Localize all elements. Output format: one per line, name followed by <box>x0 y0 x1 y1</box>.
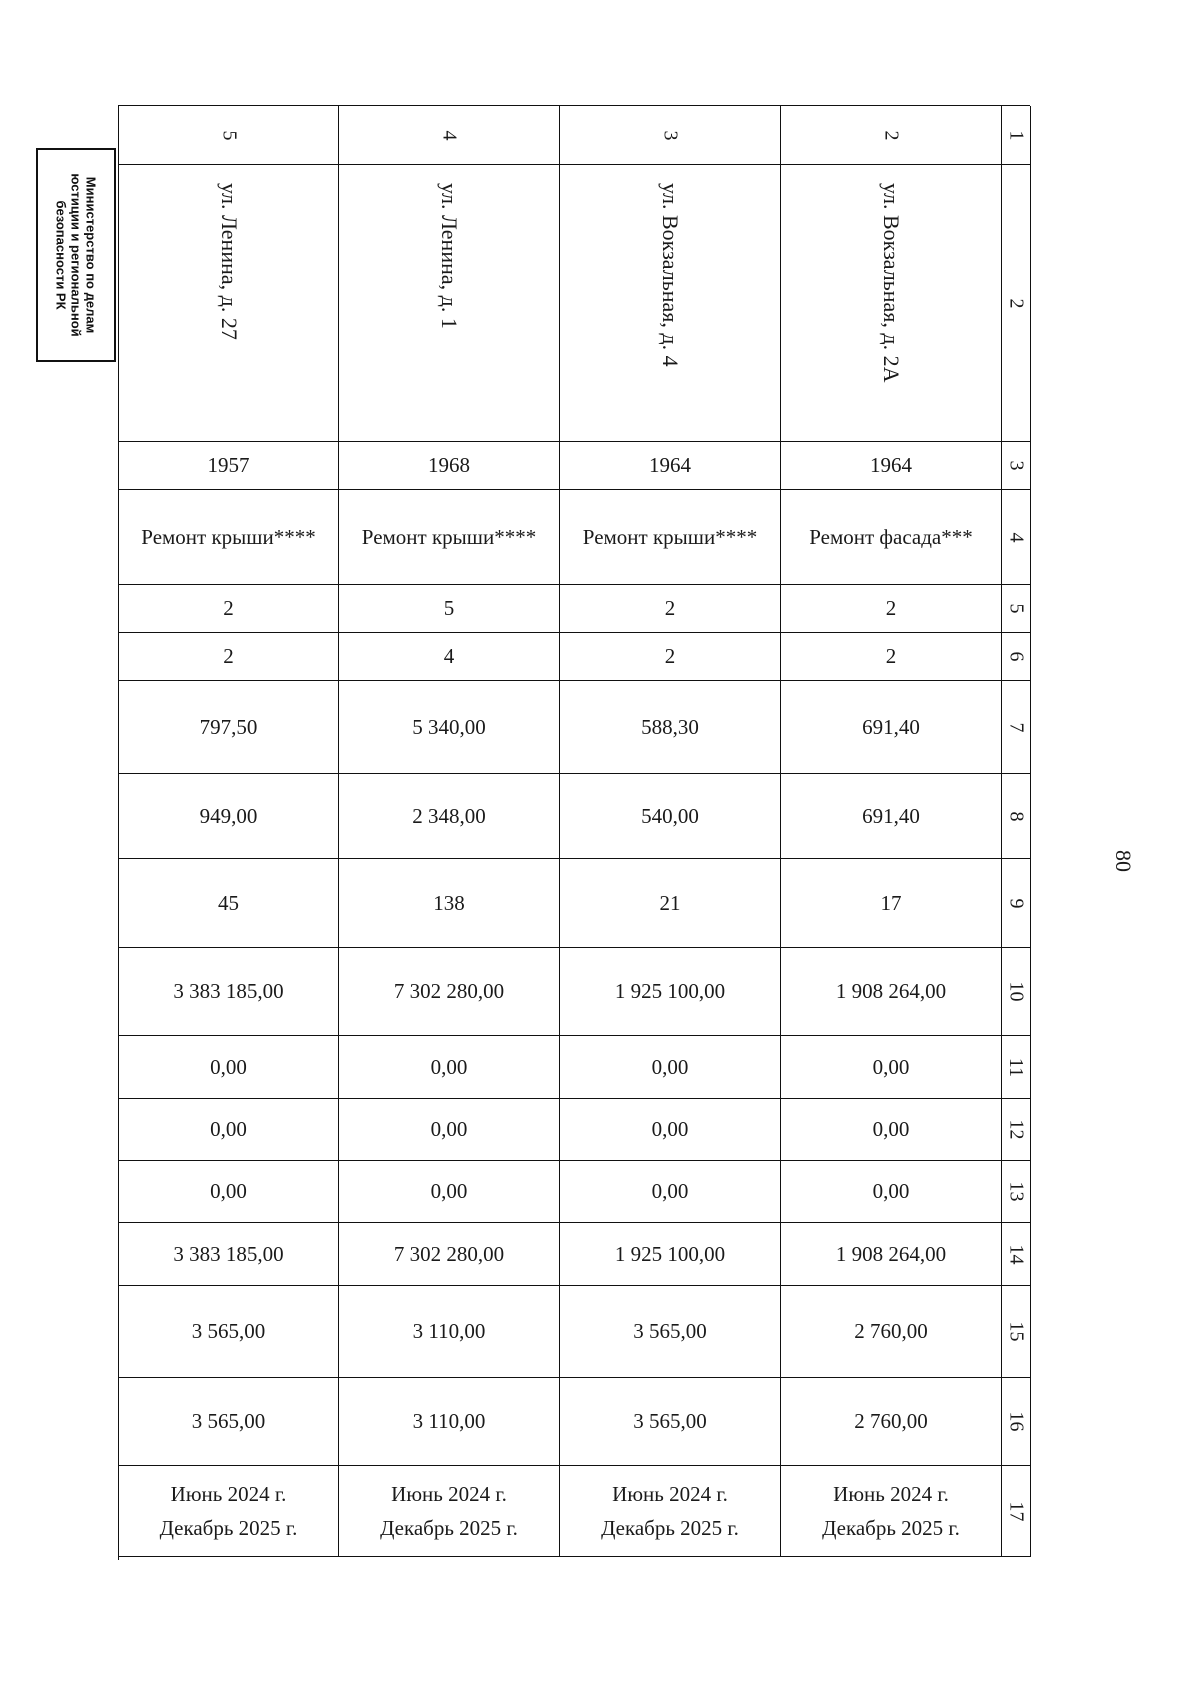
row-number: 13 <box>1005 1181 1028 1202</box>
period-line: Июнь 2024 г. <box>612 1482 728 1506</box>
table-cell <box>119 948 339 1036</box>
period-line: Декабрь 2025 г. <box>822 1516 960 1540</box>
cell-value: Ремонт крыши**** <box>141 524 316 549</box>
cell-value: 138 <box>433 890 465 915</box>
cell-value: 1957 <box>207 453 250 477</box>
cell-value: 797,50 <box>199 714 258 739</box>
table-cell <box>339 165 560 442</box>
table-cell <box>781 165 1002 442</box>
table-cell <box>560 681 781 774</box>
row-number-cell <box>1002 1223 1031 1286</box>
cell-value: 1964 <box>870 453 912 477</box>
page-number: 80 <box>1111 850 1136 872</box>
table-cell <box>560 633 781 681</box>
cell-value: 588,30 <box>641 714 699 739</box>
table-cell <box>781 1286 1002 1378</box>
cell-value: 21 <box>659 890 681 915</box>
table-cell <box>781 442 1002 490</box>
cell-value: 1964 <box>649 453 691 477</box>
table-cell <box>560 859 781 948</box>
cell-value: 2 <box>223 644 234 668</box>
row-number: 3 <box>1005 460 1028 471</box>
table-cell <box>560 1378 781 1466</box>
table-cell <box>781 1466 1002 1557</box>
cell-value: 0,00 <box>210 1117 247 1141</box>
table-cell <box>560 1099 781 1161</box>
column-number: 3 <box>659 130 682 140</box>
table-cell <box>119 774 339 859</box>
table-cell <box>560 585 781 633</box>
cell-value: 3 110,00 <box>412 1409 486 1433</box>
row-number-cell <box>1002 490 1031 585</box>
row-number-cell <box>1002 1161 1031 1223</box>
period-line: Июнь 2024 г. <box>833 1482 949 1506</box>
cell-value: 1 925 100,00 <box>614 1241 726 1266</box>
cell-value: 2 <box>664 596 676 620</box>
cell-value: 0,00 <box>872 1117 910 1141</box>
table-cell <box>339 1466 560 1557</box>
table-cell <box>119 442 339 490</box>
row-number-cell <box>1002 1286 1031 1378</box>
row-number: 12 <box>1005 1119 1028 1140</box>
table-cell <box>119 106 339 165</box>
cell-value: 1 925 100,00 <box>614 979 726 1003</box>
stamp-text <box>54 152 99 358</box>
cell-value: 7 302 280,00 <box>393 1241 505 1266</box>
row-number: 8 <box>1005 811 1028 821</box>
table-cell <box>119 585 339 633</box>
cell-value: 691,40 <box>862 714 920 739</box>
table-cell <box>339 1378 560 1466</box>
table-cell <box>781 1223 1002 1286</box>
row-number: 10 <box>1005 981 1028 1002</box>
cell-value: 0,00 <box>430 1117 468 1141</box>
cell-value: 0,00 <box>872 1179 910 1203</box>
row-number: 14 <box>1005 1244 1028 1264</box>
row-number-cell <box>1002 948 1031 1036</box>
row-number-cell <box>1002 585 1031 633</box>
row-number-cell <box>1002 1466 1031 1557</box>
period-line: Июнь 2024 г. <box>170 1482 287 1506</box>
cell-value: 7 302 280,00 <box>393 979 505 1003</box>
period-line: Декабрь 2025 г. <box>159 1516 298 1540</box>
table-cell <box>119 1286 339 1378</box>
table-cell <box>781 1378 1002 1466</box>
column-number: 4 <box>438 130 461 140</box>
cell-value: 2 <box>664 644 676 668</box>
table-cell <box>119 1161 339 1223</box>
period-text <box>380 1477 518 1545</box>
period-line: Декабрь 2025 г. <box>601 1516 739 1540</box>
table-cell <box>560 490 781 585</box>
cell-value: 5 <box>443 596 455 620</box>
row-number-cell <box>1002 774 1031 859</box>
cell-value: 0,00 <box>430 1179 468 1203</box>
stamp-line: Министерство по делам <box>83 176 99 334</box>
cell-value: 3 565,00 <box>191 1319 266 1343</box>
table-cell <box>560 442 781 490</box>
table-cell <box>781 859 1002 948</box>
cell-value: 3 565,00 <box>633 1409 707 1433</box>
table-cell <box>339 1286 560 1378</box>
table-cell <box>339 490 560 585</box>
period-line: Декабрь 2025 г. <box>380 1516 518 1540</box>
cell-value: 4 <box>443 644 455 668</box>
table-cell <box>560 1223 781 1286</box>
row-number-cell <box>1002 1378 1031 1466</box>
cell-value: 3 565,00 <box>191 1409 266 1433</box>
cell-value: 2 <box>885 596 897 620</box>
period-text <box>601 1477 739 1545</box>
cell-value: 0,00 <box>210 1054 247 1079</box>
cell-value: 17 <box>880 890 902 915</box>
cell-value: 5 340,00 <box>412 714 486 739</box>
cell-value: Ремонт крыши**** <box>582 524 758 549</box>
cell-value: 0,00 <box>872 1054 910 1079</box>
row-number-cell <box>1002 106 1031 165</box>
cell-value: 45 <box>218 890 239 915</box>
cell-value: 2 <box>223 596 234 620</box>
row-number-cell <box>1002 1036 1031 1099</box>
table-cell <box>781 106 1002 165</box>
row-number-cell <box>1002 859 1031 948</box>
cell-value: 949,00 <box>199 803 258 828</box>
table-cell <box>781 1036 1002 1099</box>
table-cell <box>781 774 1002 859</box>
row-number-cell <box>1002 442 1031 490</box>
table-cell <box>339 774 560 859</box>
table-cell <box>119 1036 339 1099</box>
table-cell <box>781 1099 1002 1161</box>
stamp-line: юстиции и региональной <box>68 173 84 337</box>
table-cell <box>119 1223 339 1286</box>
ministry-stamp <box>36 148 116 362</box>
cell-value: 1 908 264,00 <box>835 1241 947 1266</box>
row-number: 5 <box>1005 603 1028 614</box>
table-cell <box>119 1466 339 1557</box>
table-cell <box>119 681 339 774</box>
repair-schedule-table <box>118 105 1030 1560</box>
table-cell <box>560 1161 781 1223</box>
period-text <box>822 1477 960 1545</box>
table-cell <box>119 165 339 442</box>
address-text: ул. Ленина, д. 1 <box>437 183 462 329</box>
column-number: 2 <box>880 130 903 140</box>
table-cell <box>781 490 1002 585</box>
period-text <box>160 1477 298 1545</box>
cell-value: Ремонт фасада*** <box>809 524 973 549</box>
address-text: ул. Вокзальная, д. 2А <box>879 183 904 383</box>
cell-value: 1 908 264,00 <box>835 979 947 1003</box>
table-cell <box>339 1161 560 1223</box>
cell-value: 2 <box>885 644 897 668</box>
cell-value: 3 110,00 <box>412 1319 486 1343</box>
cell-value: 540,00 <box>641 803 699 828</box>
table-cell <box>560 1286 781 1378</box>
stamp-line: безопасности РК <box>53 200 69 310</box>
table-cell <box>339 859 560 948</box>
cell-value: 2 760,00 <box>854 1409 928 1433</box>
cell-value: 0,00 <box>651 1179 689 1203</box>
row-number: 9 <box>1005 898 1028 908</box>
table-cell <box>119 1378 339 1466</box>
table-cell <box>560 948 781 1036</box>
table-cell <box>339 681 560 774</box>
row-number-cell <box>1002 165 1031 442</box>
table-cell <box>339 1036 560 1099</box>
table-cell <box>119 1099 339 1161</box>
table-cell <box>339 1099 560 1161</box>
row-number: 11 <box>1005 1057 1028 1077</box>
cell-value: 2 760,00 <box>854 1319 928 1343</box>
table-cell <box>781 633 1002 681</box>
cell-value: 691,40 <box>862 803 920 828</box>
row-number: 2 <box>1005 298 1028 308</box>
table-cell <box>781 1161 1002 1223</box>
row-number-cell <box>1002 681 1031 774</box>
table-cell <box>119 633 339 681</box>
table-cell <box>339 442 560 490</box>
table-cell <box>119 859 339 948</box>
table-cell <box>339 106 560 165</box>
table-cell <box>339 948 560 1036</box>
table-cell <box>781 681 1002 774</box>
table-cell <box>560 1466 781 1557</box>
table-cell <box>339 633 560 681</box>
row-number: 4 <box>1005 532 1028 542</box>
row-number: 7 <box>1005 722 1028 732</box>
row-number-cell <box>1002 1099 1031 1161</box>
cell-value: 0,00 <box>651 1054 689 1079</box>
row-number: 17 <box>1005 1501 1028 1521</box>
table-cell <box>560 1036 781 1099</box>
cell-value: Ремонт крыши**** <box>361 524 537 549</box>
address-text: ул. Ленина, д. 27 <box>216 183 242 340</box>
cell-value: 3 565,00 <box>633 1319 707 1343</box>
row-number-cell <box>1002 633 1031 681</box>
table-cell <box>339 1223 560 1286</box>
table-cell <box>781 948 1002 1036</box>
cell-value: 0,00 <box>210 1179 247 1203</box>
table-cell <box>781 585 1002 633</box>
row-number: 15 <box>1005 1321 1028 1342</box>
table-cell <box>560 165 781 442</box>
row-number: 16 <box>1005 1411 1028 1432</box>
table-cell <box>560 774 781 859</box>
cell-value: 3 383 185,00 <box>173 979 284 1003</box>
row-number: 6 <box>1005 651 1028 662</box>
table-cell <box>339 585 560 633</box>
cell-value: 1968 <box>428 453 470 477</box>
cell-value: 0,00 <box>430 1054 468 1079</box>
cell-value: 3 383 185,00 <box>173 1241 284 1266</box>
address-text: ул. Вокзальная, д. 4 <box>658 183 683 367</box>
period-line: Июнь 2024 г. <box>391 1482 507 1506</box>
cell-value: 0,00 <box>651 1117 689 1141</box>
table-cell <box>560 106 781 165</box>
row-number: 1 <box>1005 130 1028 140</box>
cell-value: 2 348,00 <box>412 803 486 828</box>
table-cell <box>119 490 339 585</box>
column-number: 5 <box>218 130 240 140</box>
